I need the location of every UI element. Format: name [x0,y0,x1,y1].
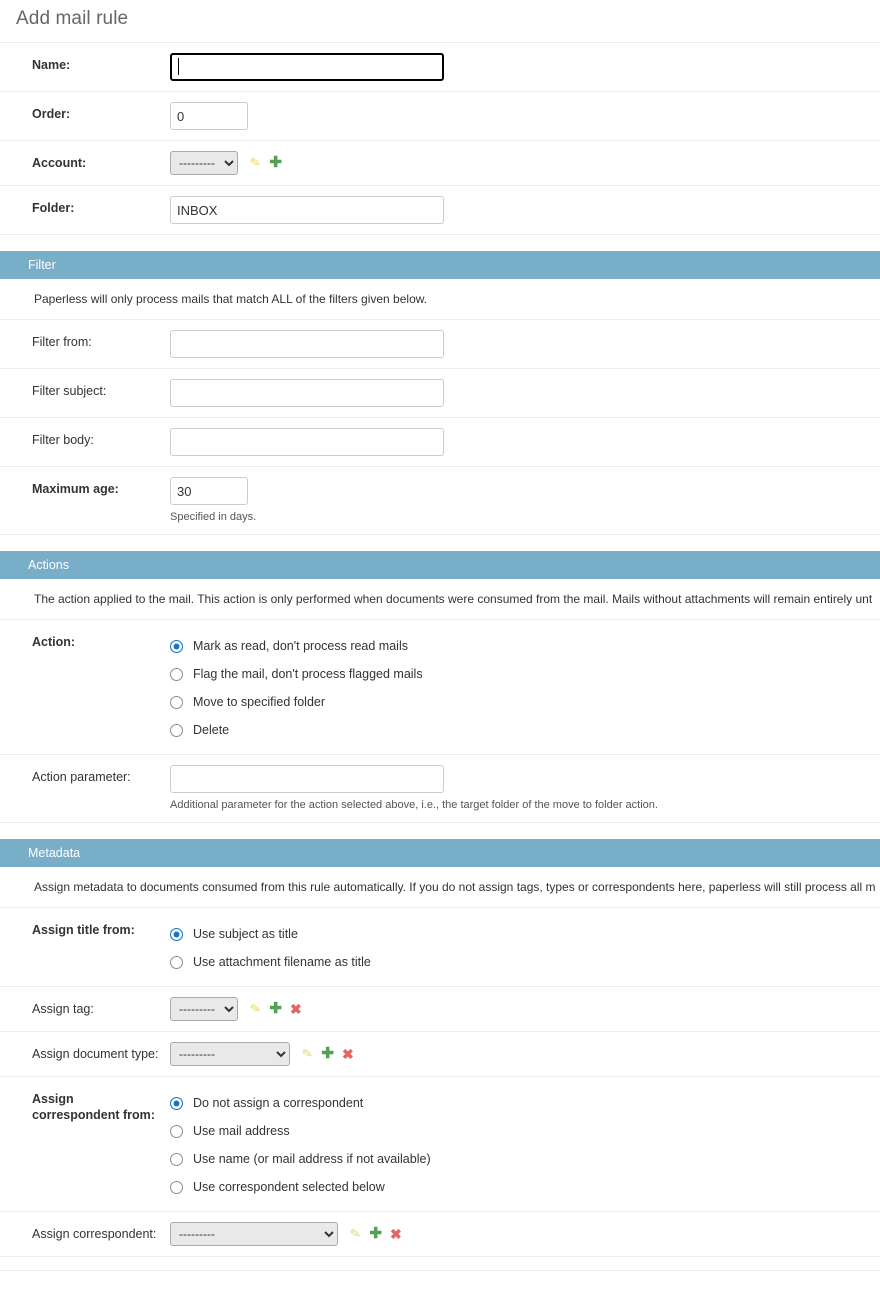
radio-button-icon[interactable] [170,1097,183,1110]
metadata-section-description: Assign metadata to documents consumed from this rule automatically. If you do not assign tags, types or correspondents here, paperless will still process all m [0,867,880,908]
field-row-name [0,43,880,92]
order-input[interactable] [170,102,248,130]
action-radio-group [170,630,868,744]
radio-label: Flag the mail, don't process flagged mails [193,667,423,681]
assign-tag-label: Assign tag: [32,1002,94,1016]
account-label: Account: [32,156,87,170]
assign-title-from-label: Assign title from: [32,923,135,937]
radio-label: Use subject as title [193,927,298,941]
folder-label: Folder: [32,201,75,215]
assign-correspondent-radio-group [170,1087,868,1201]
name-field-cell [170,53,880,81]
filter-body-input[interactable] [170,428,444,456]
account-field-cell [170,151,880,175]
field-row-account [0,141,880,186]
assign-correspondent-select[interactable] [170,1222,338,1246]
actions-section-description: The action applied to the mail. This action is only performed when documents were consumed from the mail. Mails without attachments will remain entirely unt [0,579,880,620]
filter-body-field-cell [170,428,880,456]
radio-option-flag-mail[interactable] [170,660,868,688]
radio-option-move-to-folder[interactable] [170,688,868,716]
radio-option-use-subject-as-title[interactable] [170,920,868,948]
field-row-filter-from [0,320,880,369]
radio-button-icon[interactable] [170,724,183,737]
action-parameter-field-cell [170,765,880,812]
plus-icon[interactable]: ✚ [321,1045,334,1062]
cross-icon[interactable]: ✖ [341,1046,354,1062]
assign-correspondent-from-label: Assign correspondent from: [32,1092,155,1122]
field-row-assign-document-type [0,1032,880,1077]
radio-label: Move to specified folder [193,695,326,709]
cross-icon[interactable]: ✖ [389,1226,402,1242]
metadata-section [0,839,880,1271]
field-row-action-parameter [0,755,880,823]
filter-subject-field-cell [170,379,880,407]
plus-icon[interactable]: ✚ [269,154,282,171]
plus-icon[interactable]: ✚ [369,1225,382,1242]
field-row-order [0,92,880,141]
plus-icon[interactable]: ✚ [269,1000,282,1017]
filter-body-label: Filter body: [32,433,94,447]
folder-field-cell [170,196,880,224]
radio-button-icon[interactable] [170,1125,183,1138]
filter-section [0,251,880,535]
assign-tag-field-cell [170,997,880,1021]
radio-label: Delete [193,723,230,737]
action-parameter-input[interactable] [170,765,444,793]
pencil-icon[interactable]: ✎ [249,1000,263,1017]
assign-correspondent-tools [350,1227,401,1241]
cross-icon[interactable]: ✖ [289,1001,302,1017]
field-row-action [0,620,880,755]
filter-from-input[interactable] [170,330,444,358]
mail-rule-form [0,42,880,1271]
actions-section-header: Actions [0,551,880,579]
pencil-icon[interactable]: ✎ [301,1045,315,1062]
actions-section [0,551,880,823]
maximum-age-input[interactable] [170,477,248,505]
filter-from-field-cell [170,330,880,358]
assign-correspondent-label: Assign correspondent: [32,1227,157,1241]
maximum-age-help: Specified in days. [170,511,257,523]
assign-document-type-label: Assign document type: [32,1047,159,1061]
pencil-icon[interactable]: ✎ [349,1225,363,1242]
assign-correspondent-from-field-cell [170,1087,880,1201]
field-row-assign-correspondent-from [0,1077,880,1212]
assign-document-type-tools [302,1047,353,1061]
assign-tag-tools [250,1002,301,1016]
field-row-filter-body [0,418,880,467]
filter-section-header: Filter [0,251,880,279]
field-row-folder [0,186,880,235]
radio-button-icon[interactable] [170,928,183,941]
name-label: Name: [32,58,71,72]
radio-label: Use correspondent selected below [193,1180,385,1194]
radio-option-use-selected-correspondent[interactable] [170,1173,868,1201]
radio-option-delete[interactable] [170,716,868,744]
radio-button-icon[interactable] [170,1181,183,1194]
maximum-age-field-cell [170,477,880,524]
radio-option-mark-as-read[interactable] [170,632,868,660]
radio-label: Mark as read, don't process read mails [193,639,408,653]
assign-title-radio-group [170,918,868,976]
assign-document-type-field-cell [170,1042,880,1066]
assign-correspondent-field-cell [170,1222,880,1246]
filter-subject-input[interactable] [170,379,444,407]
account-select[interactable] [170,151,238,175]
order-label: Order: [32,107,71,121]
assign-title-from-field-cell [170,918,880,976]
account-tools [250,156,281,170]
radio-option-no-correspondent[interactable] [170,1089,868,1117]
filter-subject-label: Filter subject: [32,384,107,398]
radio-button-icon[interactable] [170,696,183,709]
field-row-assign-correspondent [0,1212,880,1257]
pencil-icon[interactable]: ✎ [249,154,263,171]
action-parameter-help: Additional parameter for the action selected above, i.e., the target folder of the move to folder action. [170,799,658,811]
form-bottom-spacer [0,1257,880,1271]
maximum-age-label: Maximum age: [32,482,119,496]
name-input-wrapper [170,53,444,81]
filter-section-description: Paperless will only process mails that match ALL of the filters given below. [0,279,880,320]
action-label: Action: [32,635,76,649]
radio-label: Use name (or mail address if not available) [193,1152,431,1166]
page-title: Add mail rule [16,8,129,29]
filter-from-label: Filter from: [32,335,92,349]
radio-option-use-name-or-mail[interactable] [170,1145,868,1173]
radio-label: Use mail address [193,1124,290,1138]
text-caret [178,58,179,75]
name-input[interactable] [170,53,444,81]
field-row-maximum-age [0,467,880,535]
assign-document-type-select[interactable] [170,1042,290,1066]
action-parameter-label: Action parameter: [32,770,131,784]
radio-button-icon[interactable] [170,1153,183,1166]
field-row-assign-tag [0,987,880,1032]
radio-button-icon[interactable] [170,956,183,969]
radio-button-icon[interactable] [170,668,183,681]
folder-input[interactable] [170,196,444,224]
assign-tag-select[interactable] [170,997,238,1021]
metadata-section-header: Metadata [0,839,880,867]
radio-option-use-attachment-filename[interactable] [170,948,868,976]
action-field-cell [170,630,880,744]
field-row-filter-subject [0,369,880,418]
radio-button-icon[interactable] [170,640,183,653]
field-row-assign-title-from [0,908,880,987]
radio-option-use-mail-address[interactable] [170,1117,868,1145]
radio-label: Use attachment filename as title [193,955,371,969]
radio-label: Do not assign a correspondent [193,1096,364,1110]
order-field-cell [170,102,880,130]
